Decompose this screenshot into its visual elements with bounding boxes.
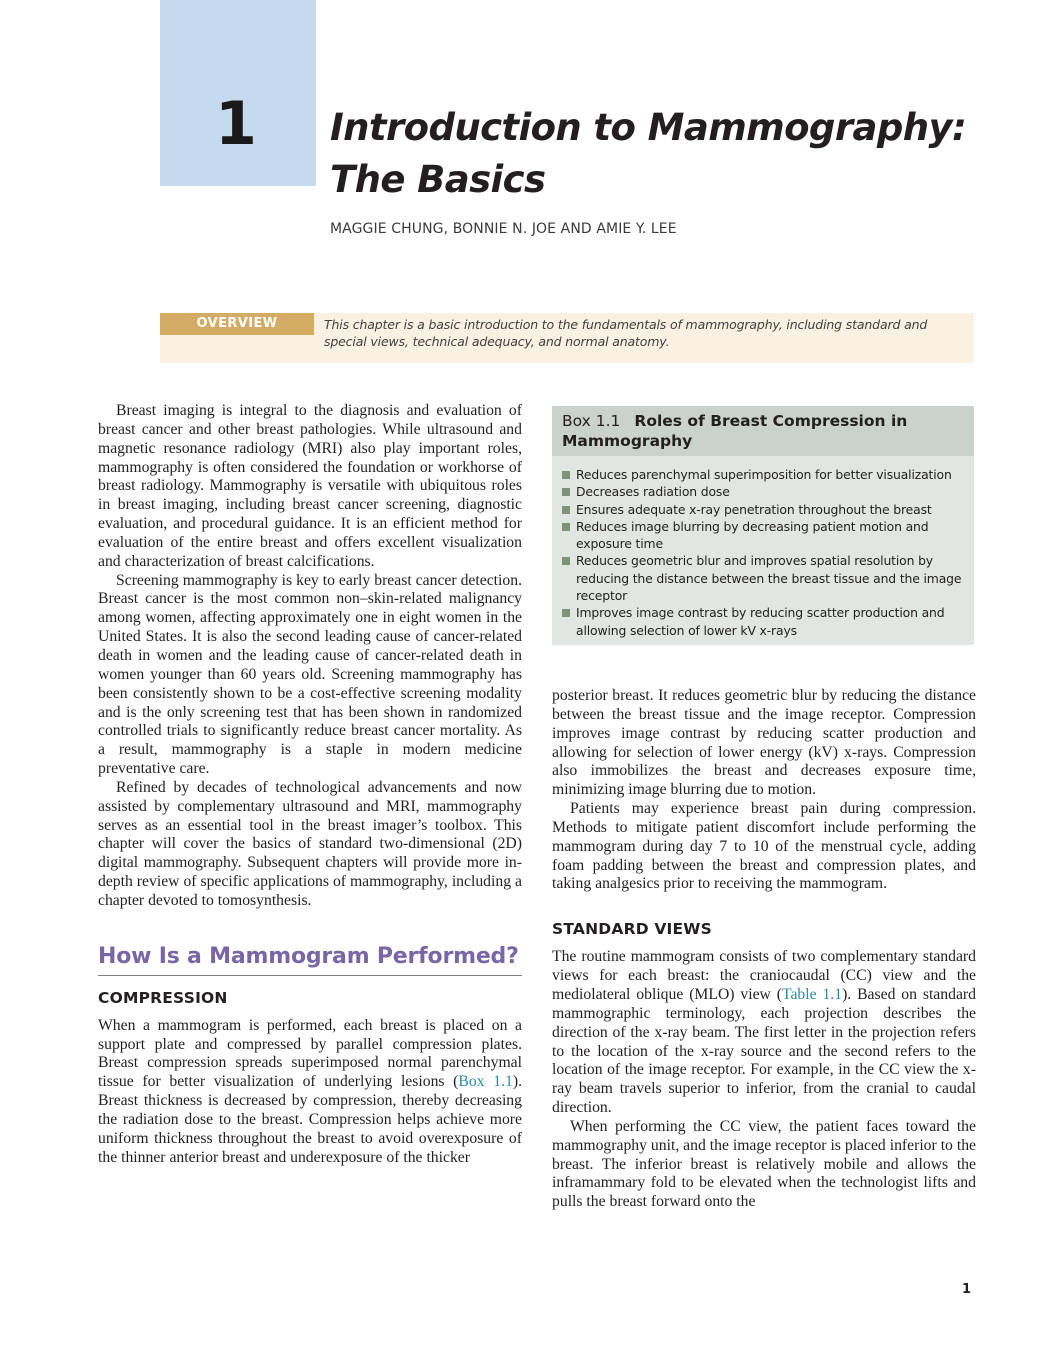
right-column xyxy=(552,687,976,1212)
bullet-square-icon xyxy=(562,523,570,531)
box-list-item xyxy=(562,604,964,639)
compression-text-end: ). Breast thickness is decreased by compression, thereby decreasing the radiation dose to the breast. Compression helps achieve more uniform thickness throughout the breast to avoid overexposure of the thinner anterior breast and underexposure of the thicker xyxy=(98,1073,523,1166)
bullet-square-icon xyxy=(562,609,570,617)
overview-text: This chapter is a basic introduction to the fundamentals of mammography, including standard and special views, technical adequacy, and normal anatomy. xyxy=(324,317,928,349)
box-list-item xyxy=(562,483,964,500)
section-heading: How Is a Mammogram Performed? xyxy=(98,944,522,976)
cc-view-paragraph: When performing the CC view, the patient faces toward the mammography unit, and the image receptor is placed inferior to the breast. The inferior breast is relatively mobile and allows the inframammary fold to be elevated when the technologist lifts and pulls the breast forward onto the xyxy=(552,1117,976,1211)
box-list-item xyxy=(562,552,964,604)
table-1-1-link[interactable]: Table 1.1 xyxy=(781,985,843,1003)
overview-box xyxy=(160,313,974,363)
bullet-square-icon xyxy=(562,506,570,514)
bullet-square-icon xyxy=(562,557,570,565)
compression-paragraph xyxy=(98,1017,522,1168)
chapter-title-line-1: Introduction to Mammography: xyxy=(330,106,967,149)
bullet-square-icon xyxy=(562,471,570,479)
box-list-item-text: Decreases radiation dose xyxy=(576,484,730,500)
box-list-item xyxy=(562,518,964,553)
box-list-item xyxy=(562,466,964,483)
box-1-1 xyxy=(552,406,974,645)
box-label: Box 1.1 xyxy=(562,412,621,430)
box-list-item xyxy=(562,501,964,518)
box-list-item-text: Reduces image blurring by decreasing patient motion and exposure time xyxy=(576,518,929,552)
intro-paragraph-3: Refined by decades of technological advancements and now assisted by complementary ultrasound and MRI, mammography serves as an essential tool in the breast imager’s toolbox. This chapter will cover the basics of standard two-dimensional (2D) digital mammography. Subsequent chapters will provide more in-depth review of specific applications of mammography, including a chapter devoted to tomosynthesis. xyxy=(98,778,522,909)
bullet-square-icon xyxy=(562,488,570,496)
standard-views-paragraph xyxy=(552,948,976,1118)
box-list-item-text: Improves image contrast by reducing scatter production and allowing selection of lower kV x-rays xyxy=(576,605,945,638)
compression-continued-paragraph: posterior breast. It reduces geometric blur by reducing the distance between the breast tissue and the image receptor. Compression improves image contrast by reducing scatter production and allowing for selection of lower energy (kV) x-rays. Compression also immobilizes the breast and decreases exposure time, minimizing image blurring due to motion. xyxy=(552,687,976,799)
box-list xyxy=(552,456,974,639)
chapter-number: 1 xyxy=(215,89,257,159)
compression-text-start: When a mammogram is performed, each breast is placed on a support plate and compressed by parallel compression plates. Breast compression spreads superimposed normal parenchymal tissue for better visualization of underlying lesions ( xyxy=(98,1016,522,1091)
chapter-title-line-2: The Basics xyxy=(330,158,546,201)
compression-heading: COMPRESSION xyxy=(98,988,228,1007)
chapter-title xyxy=(330,102,1030,206)
box-title: Roles of Breast Compression in Mammography xyxy=(562,412,908,450)
left-column xyxy=(98,402,522,1168)
patient-discomfort-paragraph: Patients may experience breast pain during compression. Methods to mitigate patient discomfort include performing the mammogram during day 7 to 10 of the menstrual cycle, adding foam padding between the breast and compression plates, and taking analgesics prior to receiving the mammogram. xyxy=(552,800,976,893)
box-list-item-text: Ensures adequate x-ray penetration throughout the breast xyxy=(576,501,932,517)
box-list-item-text: Reduces geometric blur and improves spatial resolution by reducing the distance between the breast tissue and the image receptor xyxy=(576,553,962,604)
box-header xyxy=(552,406,974,456)
standard-views-heading: STANDARD VIEWS xyxy=(552,920,712,939)
box-1-1-link[interactable]: Box 1.1 xyxy=(458,1073,513,1091)
box-list-item-text: Reduces parenchymal superimposition for better visualization xyxy=(576,467,952,482)
page-number: 1 xyxy=(962,1282,972,1297)
chapter-authors: MAGGIE CHUNG, BONNIE N. JOE AND AMIE Y. LEE xyxy=(330,221,677,237)
intro-paragraph-1: Breast imaging is integral to the diagnosis and evaluation of breast cancer and other breast pathologies. While ultrasound and magnetic resonance radiology (MRI) also play important roles, mammography is often considered the foundation or workhorse of breast radiology. Mammography is versatile with ubiquitous roles in breast imaging, including breast cancer screening, diagnostic evaluation, and procedural guidance. It is an efficient method for evaluation of the entire breast and offers excellent visualization and characterization of breast calcifications. xyxy=(98,402,522,570)
overview-label: OVERVIEW xyxy=(160,313,314,335)
standard-views-text-end: ). Based on standard mammographic terminology, each projection describes the direction of the x-ray beam. The first letter in the projection refers to the location of the x-ray source and the second refers to the location of the image receptor. For example, in the CC view the x-ray beam travels superior to inferior, from the cranial to caudal direction. xyxy=(552,985,976,1117)
standard-views-text-start: The routine mammogram consists of two complementary standard views for each breast: the craniocaudal (CC) view and the mediolateral oblique (MLO) view ( xyxy=(552,948,976,1003)
intro-paragraph-2: Screening mammography is key to early breast cancer detection. Breast cancer is the most common non–skin-related malignancy among women, affecting approximately one in eight women in the United States. It is also the second leading cause of cancer-related death in women and the leading cause of cancer-related death in women younger than 60 years old. Screening mammography has been consistently shown to be a cost-effective screening modality and is the only screening test that has been shown in randomized controlled trials to significantly reduce breast cancer mortality. As a result, mammography is a staple in modern medicine preventative care. xyxy=(98,571,522,778)
